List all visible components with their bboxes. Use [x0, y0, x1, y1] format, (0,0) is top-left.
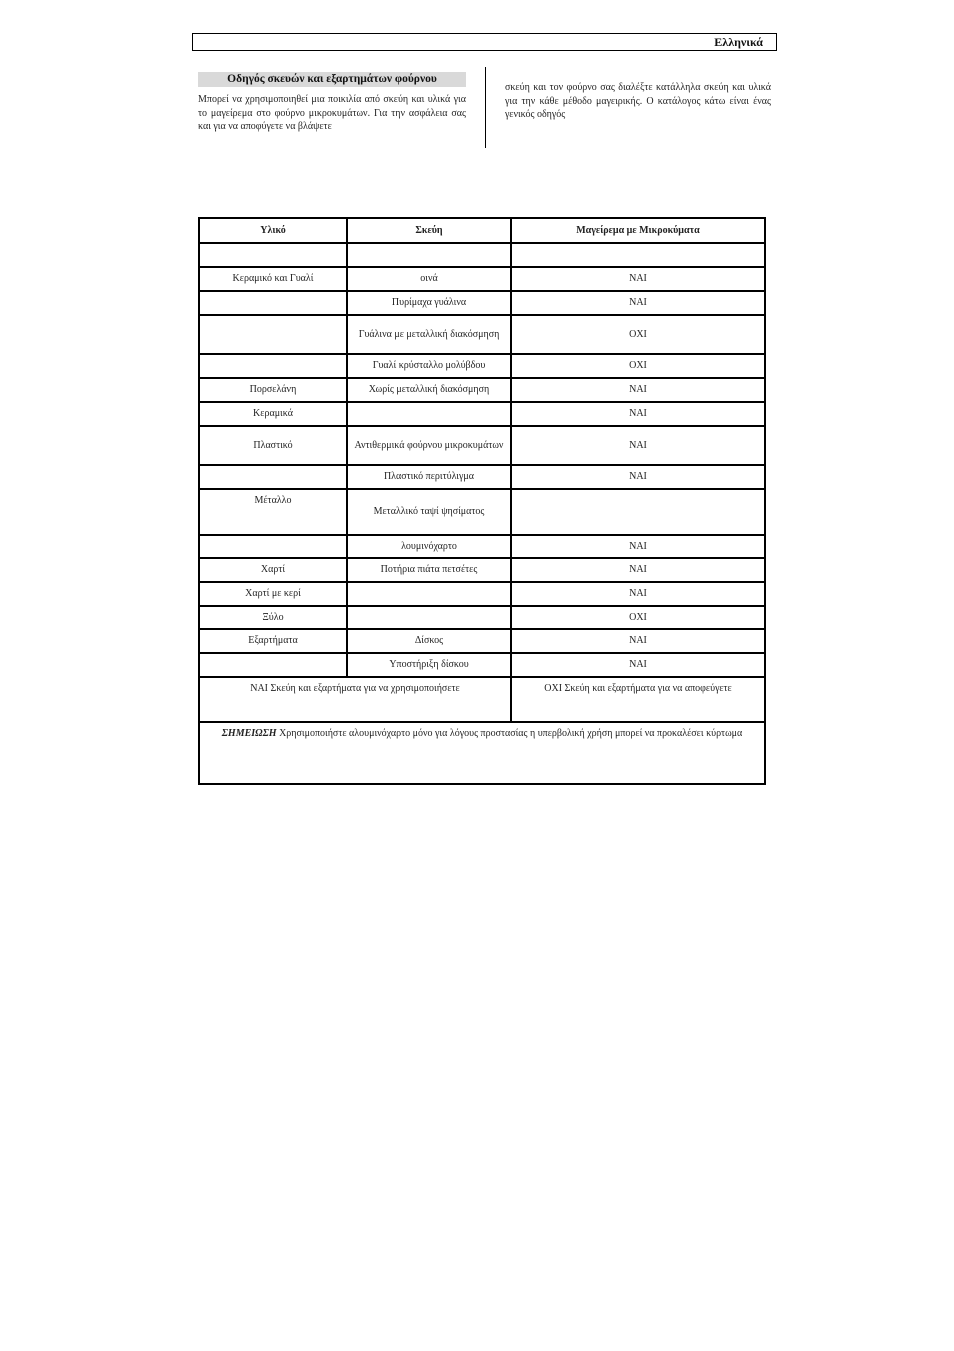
- table-row: [199, 558, 765, 582]
- table-row: [199, 535, 765, 558]
- cell-utensil: Αντιθερμικά φούρνου μικροκυμάτων: [347, 426, 511, 465]
- cell-material: [199, 243, 347, 267]
- table-row: [199, 489, 765, 535]
- cell-utensil: Γυάλινα με μεταλλική διακόσμηση: [347, 315, 511, 354]
- table-row: [199, 354, 765, 378]
- table-row: [199, 315, 765, 354]
- cell-microwave: ΝΑΙ: [511, 378, 765, 402]
- language-header: [192, 33, 777, 51]
- cell-material: Χαρτί με κερί: [199, 582, 347, 606]
- cell-material: Μέταλλο: [199, 489, 347, 535]
- cell-utensil: Μεταλλικό ταψί ψησίματος: [347, 489, 511, 535]
- table-row: [199, 629, 765, 653]
- table-row: [199, 378, 765, 402]
- cell-microwave: ΝΑΙ: [511, 582, 765, 606]
- note-cell: [199, 722, 765, 784]
- cell-utensil: [347, 606, 511, 629]
- cell-utensil: [347, 402, 511, 426]
- cell-material: [199, 315, 347, 354]
- table-row: [199, 426, 765, 465]
- cell-material: [199, 653, 347, 677]
- table-row: [199, 465, 765, 489]
- cell-microwave: ΝΑΙ: [511, 629, 765, 653]
- cell-microwave: ΝΑΙ: [511, 653, 765, 677]
- cell-microwave: ΝΑΙ: [511, 426, 765, 465]
- column-divider: [485, 67, 486, 148]
- note-text: Χρησιμοποιήστε αλουμινόχαρτο μόνο για λόγους προστασίας η υπερβολική χρήση μπορεί να προκαλέσει κύρτωμα: [279, 728, 743, 739]
- cell-microwave: ΝΑΙ: [511, 535, 765, 558]
- cell-microwave: ΝΑΙ: [511, 558, 765, 582]
- utensils-table: [198, 217, 766, 785]
- cell-microwave: [511, 489, 765, 535]
- cell-material: Εξαρτήματα: [199, 629, 347, 653]
- cell-utensil: Ποτήρια πιάτα πετσέτες: [347, 558, 511, 582]
- table-header-row: [199, 218, 765, 243]
- cell-material: Χαρτί: [199, 558, 347, 582]
- header-microwave: Μαγείρεμα με Μικροκύματα: [511, 218, 765, 243]
- cell-utensil: Πλαστικό περιτύλιγμα: [347, 465, 511, 489]
- cell-material: Πλαστικό: [199, 426, 347, 465]
- table-row: [199, 606, 765, 629]
- cell-material: Πορσελάνη: [199, 378, 347, 402]
- cell-utensil: λουμινόχαρτο: [347, 535, 511, 558]
- cell-material: [199, 465, 347, 489]
- cell-utensil: οινά: [347, 267, 511, 291]
- cell-material: Ξύλο: [199, 606, 347, 629]
- cell-material: [199, 354, 347, 378]
- section-title: Οδηγός σκευών και εξαρτημάτων φούρνου: [198, 72, 466, 87]
- cell-material: Κεραμικό και Γυαλί: [199, 267, 347, 291]
- note-row: [199, 722, 765, 784]
- cell-microwave: ΝΑΙ: [511, 291, 765, 315]
- table-row: [199, 402, 765, 426]
- header-utensils: Σκεύη: [347, 218, 511, 243]
- cell-utensil: Χωρίς μεταλλική διακόσμηση: [347, 378, 511, 402]
- cell-microwave: [511, 243, 765, 267]
- legend-yes: ΝΑΙ Σκεύη και εξαρτήματα για να χρησιμοποιήσετε: [199, 677, 511, 722]
- cell-microwave: ΟΧΙ: [511, 315, 765, 354]
- cell-microwave: ΟΧΙ: [511, 354, 765, 378]
- intro-right-text: σκεύη και τον φούρνο σας διαλέξτε κατάλληλα σκεύη και υλικά για την κάθε μέθοδο μαγειρικής. Ο κατάλογος κάτω είναι ένας γενικός οδηγός: [505, 82, 771, 120]
- cell-utensil: [347, 582, 511, 606]
- cell-utensil: Πυρίμαχα γυάλινα: [347, 291, 511, 315]
- cell-utensil: Γυαλί κρύσταλλο μολύβδου: [347, 354, 511, 378]
- cell-microwave: ΝΑΙ: [511, 267, 765, 291]
- cell-microwave: ΟΧΙ: [511, 606, 765, 629]
- note-label: ΣΗΜΕΙΩΣΗ: [221, 728, 277, 739]
- intro-left-text: Μπορεί να χρησιμοποιηθεί μια ποικιλία από σκεύη και υλικά για το μαγείρεμα στο φούρνο μικροκυμάτων. Για την ασφάλεια σας και για να αποφύγετε να βλάψετε: [198, 94, 466, 132]
- cell-material: [199, 291, 347, 315]
- legend-no: ΟΧΙ Σκεύη και εξαρτήματα για να αποφεύγετε: [511, 677, 765, 722]
- cell-material: [199, 535, 347, 558]
- cell-utensil: [347, 243, 511, 267]
- header-material: Υλικό: [199, 218, 347, 243]
- cell-microwave: ΝΑΙ: [511, 402, 765, 426]
- legend-row: [199, 677, 765, 722]
- cell-utensil: Υποστήριξη δίσκου: [347, 653, 511, 677]
- cell-material: Κεραμικά: [199, 402, 347, 426]
- table-row: [199, 653, 765, 677]
- table-row: [199, 582, 765, 606]
- cell-utensil: Δίσκος: [347, 629, 511, 653]
- table-row: [199, 291, 765, 315]
- language-label: Ελληνικά: [714, 35, 763, 49]
- table-row: [199, 267, 765, 291]
- cell-microwave: ΝΑΙ: [511, 465, 765, 489]
- table-row: [199, 243, 765, 267]
